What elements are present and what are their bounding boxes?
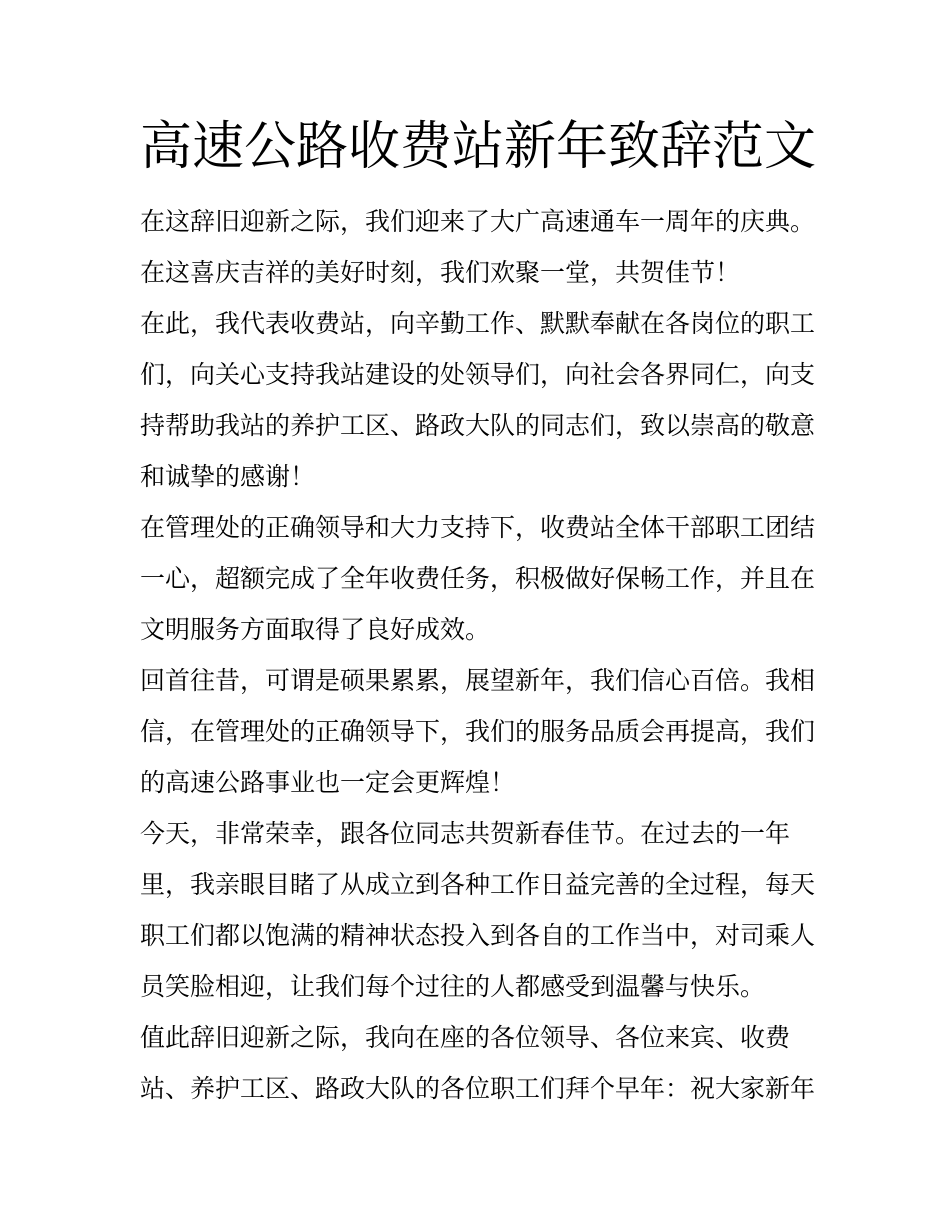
text-line: 站、养护工区、路政大队的各位职工们拜个早年：祝大家新年 [140,1074,816,1103]
paragraph-2 [140,298,825,502]
paragraph-1 [140,196,825,298]
text-line: 持帮助我站的养护工区、路政大队的同志们，致以崇高的敬意 [140,411,816,440]
text-line: 今天，非常荣幸，跟各位同志共贺新春佳节。在过去的一年 [140,819,791,848]
paragraph-4 [140,655,825,808]
text-line: 在这辞旧迎新之际，我们迎来了大广高速通车一周年的庆典。 [140,207,816,236]
text-line: 里，我亲眼目睹了从成立到各种工作日益完善的全过程，每天 [140,870,816,899]
text-line: 员笑脸相迎，让我们每个过往的人都感受到温馨与快乐。 [140,972,766,1001]
text-line: 和诚挚的感谢！ [140,462,316,491]
text-line: 们，向关心支持我站建设的处领导们，向社会各界同仁，向支 [140,360,816,389]
document-body [140,196,825,1114]
text-line: 在管理处的正确领导和大力支持下，收费站全体干部职工团结 [140,513,816,542]
text-line: 值此辞旧迎新之际，我向在座的各位领导、各位来宾、收费 [140,1023,791,1052]
document-title: 高速公路收费站新年致辞范文 [140,117,817,177]
text-line: 在此，我代表收费站，向辛勤工作、默默奉献在各岗位的职工 [140,309,816,338]
text-line: 一心，超额完成了全年收费任务，积极做好保畅工作，并且在 [140,564,816,593]
text-line: 回首往昔，可谓是硕果累累，展望新年，我们信心百倍。我相 [140,666,816,695]
paragraph-3 [140,502,825,655]
text-line: 文明服务方面取得了良好成效。 [140,615,491,644]
text-line: 职工们都以饱满的精神状态投入到各自的工作当中，对司乘人 [140,921,816,950]
text-line: 在这喜庆吉祥的美好时刻，我们欢聚一堂，共贺佳节！ [140,258,741,287]
text-line: 的高速公路事业也一定会更辉煌！ [140,768,516,797]
paragraph-6 [140,1012,825,1114]
paragraph-5 [140,808,825,1012]
text-line: 信，在管理处的正确领导下，我们的服务品质会再提高，我们 [140,717,816,746]
